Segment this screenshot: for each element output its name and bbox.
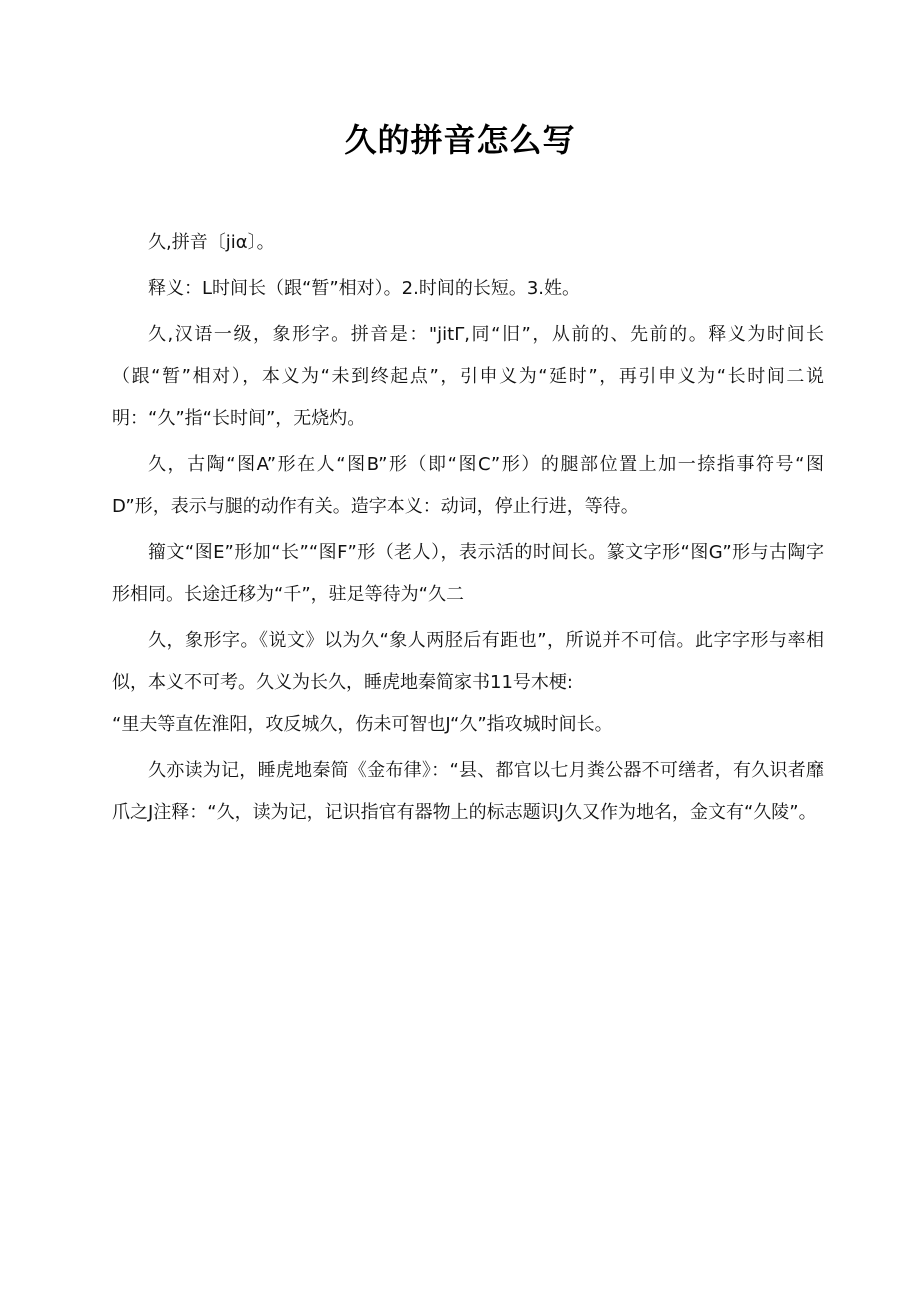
paragraph-explanation: 久,汉语一级，象形字。拼音是："jitΓ,同“旧”，从前的、先前的。释义为时间长（跟“暂”相对），本义为“未到终起点”，引申义为“延时”，再引申义为“长时间二说明：“久”指“长时间”，无烧灼。 xyxy=(112,324,824,429)
paragraph-quote: “里夫等直佐淮阳，攻反城久，伤未可智也J“久”指攻城时间长。 xyxy=(112,714,613,735)
paragraph-definition: 释义：L时间长（跟“暂”相对）。2.时间的长短。3.姓。 xyxy=(148,278,581,299)
paragraph-ancient-pottery: 久，古陶“图A”形在人“图B”形（即“图C”形）的腿部位置上加一捺指事符号“图D”形，表示与腿的动作有关。造字本义：动词，停止行进，等待。 xyxy=(112,454,824,517)
paragraph-zhouwen: 籀文“图E”形加“长”“图F”形（老人），表示活的时间长。篆文字形“图G”形与古陶字形相同。长途迁移为“千”，驻足等待为“久二 xyxy=(112,542,824,605)
paragraph-jinbulv: 久亦读为记，睡虎地秦简《金布律》：“县、都官以七月粪公器不可缮者，有久识者靡爪之J注释：“久，读为记，记识指官有器物上的标志题识J久又作为地名，金文有“久陵”。 xyxy=(112,760,824,823)
page-title: 久的拼音怎么写 xyxy=(344,121,576,159)
paragraph-pinyin: 久,拼音〔jiα〕。 xyxy=(148,232,275,253)
paragraph-shuowen: 久，象形字。《说文》以为久“象人两胫后有距也”，所说并不可信。此字字形与率相似，本义不可考。久义为长久，睡虎地秦简家书11号木梗: xyxy=(112,630,824,693)
document-body xyxy=(112,222,824,838)
